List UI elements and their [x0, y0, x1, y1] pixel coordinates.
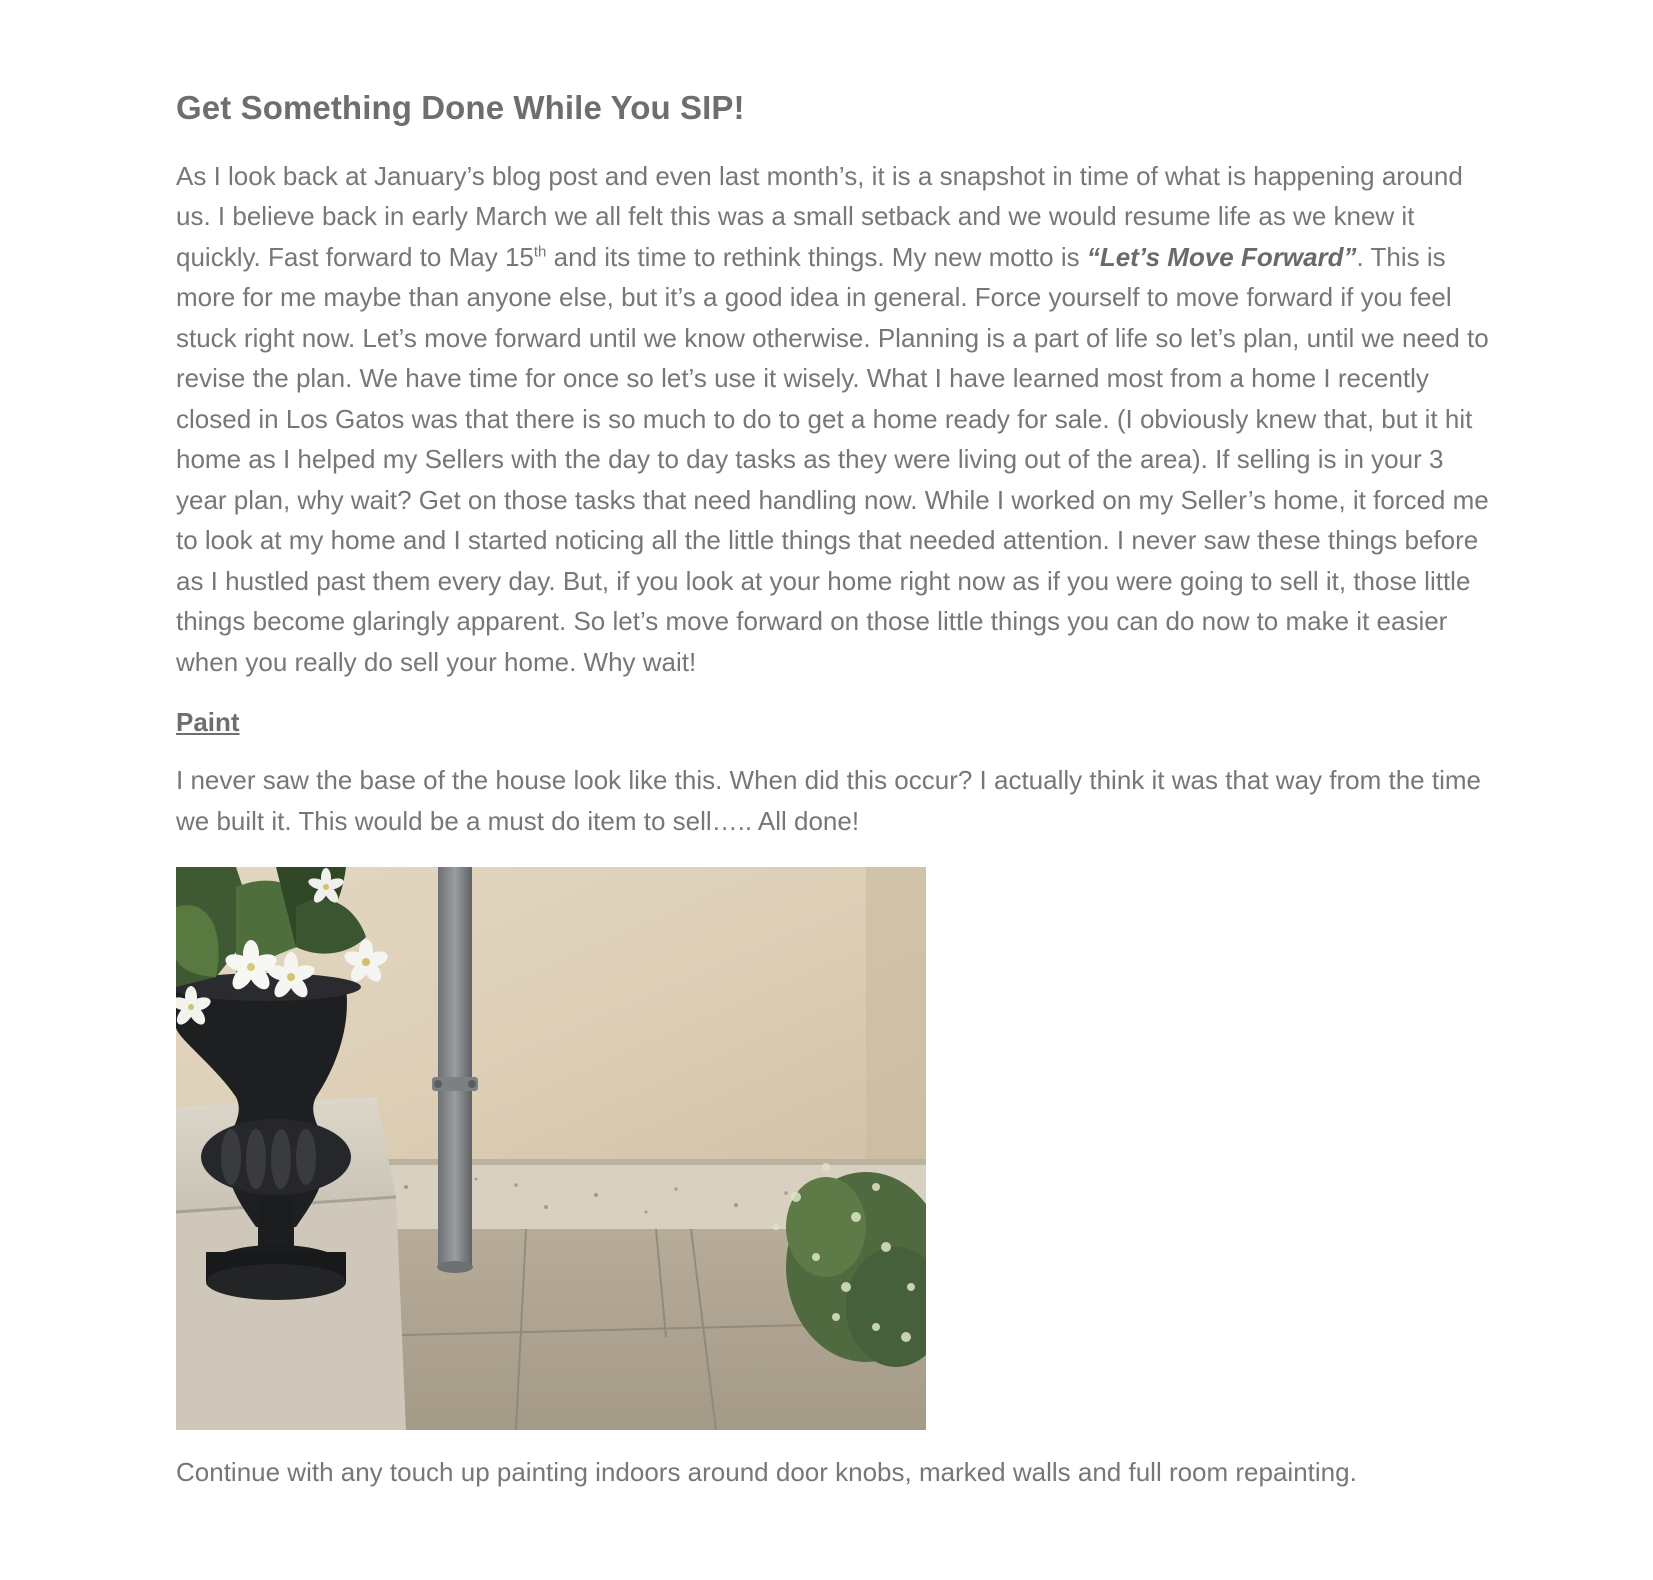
house-base-photo-illustration: [176, 867, 926, 1430]
motto-text: “Let’s Move Forward”: [1086, 241, 1357, 272]
section-heading-paint: Paint: [176, 707, 240, 738]
intro-paragraph: [176, 156, 1496, 683]
ordinal-superscript: th: [533, 242, 547, 260]
intro-text-part-3: . This is more for me maybe than anyone else, but it’s a good idea in general. Force yourself to move forward if you feel stuck right now. Let’s move forward until we know otherwise. Planning is a part of life so let’s plan, until we need to revise the plan. We have time for once so let’s use it wisely. What I have learned most from a home I recently closed in Los Gatos was that there is so much to do to get a home ready for sale. (I obviously knew that, but it hit home as I helped my Sellers with the day to day tasks as they were living out of the area). If selling is in your 3 year plan, why wait? Get on those tasks that need handling now. While I worked on my Seller’s home, it forced me to look at my home and I started noticing all the little things that needed attention. I never saw these things before as I hustled past them every day. But, if you look at your home right now as if you were going to sell it, those little things become glaringly apparent. So let’s move forward on those little things you can do now to make it easier when you really do sell your home. Why wait!: [176, 241, 1489, 677]
closing-paragraph: Continue with any touch up painting indoors around door knobs, marked walls and full room repainting.: [176, 1457, 1357, 1488]
document-page: [176, 88, 1496, 1493]
house-base-photo: [176, 867, 926, 1430]
paint-paragraph: I never saw the base of the house look like this. When did this occur? I actually think it was that way from the time we built it. This would be a must do item to sell….. All done!: [176, 765, 1481, 836]
page-title: Get Something Done While You SIP!: [176, 89, 745, 126]
intro-text-part-2: and its time to rethink things. My new motto is: [546, 241, 1087, 272]
intro-text-part-1: As I look back at January’s blog post and even last month’s, it is a snapshot in time of what is happening around us. I believe back in early March we all felt this was a small setback and we would resume life as we knew it quickly. Fast forward to May 15: [176, 160, 1463, 272]
